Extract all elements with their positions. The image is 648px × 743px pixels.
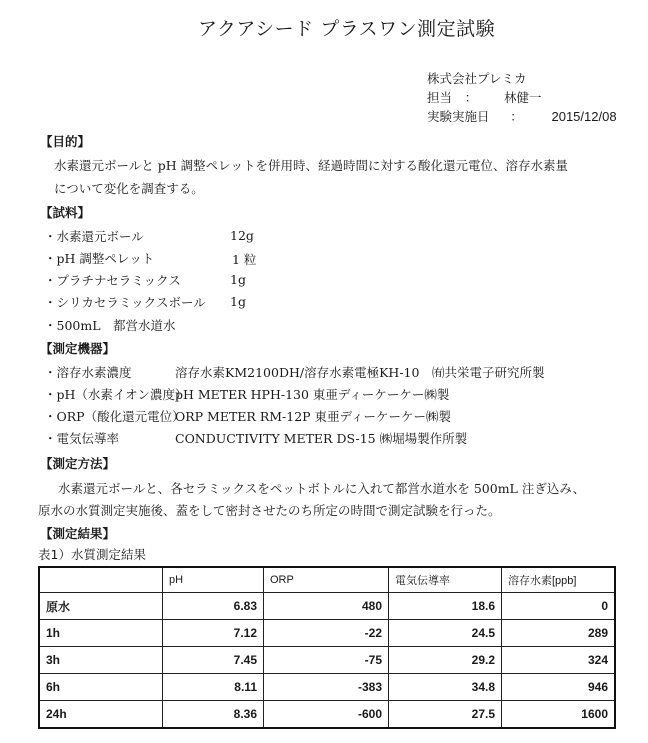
orp-value: -22 (264, 620, 389, 647)
instrument-measure: ・ORP（酸化還元電位） (44, 409, 185, 424)
person-separator: ： (464, 90, 478, 105)
material-item-name: ・pH 調整ペレット (44, 251, 155, 266)
ph-value: 7.12 (163, 620, 264, 647)
material-item-name: ・シリカセラミックスボール (44, 295, 206, 310)
column-header-orp: ORP (264, 567, 389, 593)
conductivity-value: 24.5 (389, 620, 502, 647)
instrument-measure: ・溶存水素濃度 (44, 365, 132, 380)
material-item-amount: 12g (230, 228, 254, 243)
column-header-dissolved-hydrogen: 溶存水素[ppb] (502, 567, 616, 593)
company-name: 株式会社プレミカ (427, 71, 527, 86)
table-caption: 表1）水質測定結果 (38, 547, 146, 562)
water-quality-table (38, 566, 616, 729)
dissolved-hydrogen-value: 946 (502, 674, 616, 701)
ph-value: 8.36 (163, 701, 264, 729)
document-title: アクアシード プラスワン測定試験 (198, 18, 496, 40)
person-name: 林健一 (503, 90, 542, 105)
instrument-measure: ・pH（水素イオン濃度） (44, 387, 188, 402)
conductivity-value: 29.2 (389, 647, 502, 674)
purpose-text-line-1: 水素還元ボールと pH 調整ペレットを併用時、経過時間に対する酸化還元電位、溶存水素量 (54, 158, 568, 173)
instrument-device: pH METER HPH-130 東亜ディーケーケー㈱製 (175, 387, 450, 402)
table-row (39, 701, 615, 729)
method-text-line-1: 水素還元ボールと、各セラミックスをペットボトルに入れて都営水道水を 500mL 注ぎ込み、 (58, 481, 586, 496)
instrument-device: 溶存水素KM2100DH/溶存水素電極KH-10 ㈲共栄電子研究所製 (175, 365, 545, 380)
ph-value: 6.83 (163, 593, 264, 620)
date-label: 実験実施日 (427, 109, 490, 124)
experiment-date: 2015/12/08 (551, 109, 617, 124)
column-header-conductivity: 電気伝導率 (389, 567, 502, 593)
table-row (39, 593, 615, 620)
results-heading: 【測定結果】 (40, 526, 116, 541)
row-label: 1h (39, 620, 163, 647)
person-label: 担当 (427, 90, 453, 105)
instrument-device: CONDUCTIVITY METER DS-15 ㈱堀場製作所製 (175, 431, 468, 446)
conductivity-value: 27.5 (389, 701, 502, 729)
material-item-name: ・プラチナセラミックス (44, 273, 181, 288)
column-header-label (39, 567, 163, 593)
instrument-device: ORP METER RM-12P 東亜ディーケーケー㈱製 (175, 409, 452, 424)
dissolved-hydrogen-value: 1600 (502, 701, 616, 729)
table-row (39, 674, 615, 701)
material-item-amount: 1 粒 (232, 252, 257, 267)
orp-value: -600 (264, 701, 389, 729)
table-header-row (39, 567, 615, 593)
person-line (427, 88, 542, 106)
date-separator: ： (510, 109, 523, 124)
purpose-text-line-2: について変化を調査する。 (54, 181, 204, 196)
ph-value: 8.11 (163, 674, 264, 701)
column-header-ph: pH (163, 567, 264, 593)
row-label: 24h (39, 701, 163, 729)
ph-value: 7.45 (163, 647, 264, 674)
dissolved-hydrogen-value: 289 (502, 620, 616, 647)
instruments-heading: 【測定機器】 (40, 341, 116, 356)
dissolved-hydrogen-value: 0 (502, 593, 616, 620)
row-label: 原水 (39, 593, 163, 620)
orp-value: -383 (264, 674, 389, 701)
purpose-heading: 【目的】 (40, 134, 91, 149)
material-item-amount: 1g (230, 272, 246, 287)
orp-value: 480 (264, 593, 389, 620)
conductivity-value: 34.8 (389, 674, 502, 701)
conductivity-value: 18.6 (389, 593, 502, 620)
row-label: 3h (39, 647, 163, 674)
material-item-name: ・500mL 都営水道水 (44, 318, 176, 333)
method-heading: 【測定方法】 (40, 456, 116, 471)
row-label: 6h (39, 674, 163, 701)
table-row (39, 647, 615, 674)
material-item-amount: 1g (230, 294, 246, 309)
materials-heading: 【試料】 (40, 205, 91, 220)
table-row (39, 620, 615, 647)
orp-value: -75 (264, 647, 389, 674)
method-text-line-2: 原水の水質測定実施後、蓋をして密封させたのち所定の時間で測定試験を行った。 (38, 503, 501, 518)
dissolved-hydrogen-value: 324 (502, 647, 616, 674)
date-line (427, 107, 617, 125)
instrument-measure: ・電気伝導率 (44, 431, 120, 446)
material-item-name: ・水素還元ボール (44, 229, 144, 244)
